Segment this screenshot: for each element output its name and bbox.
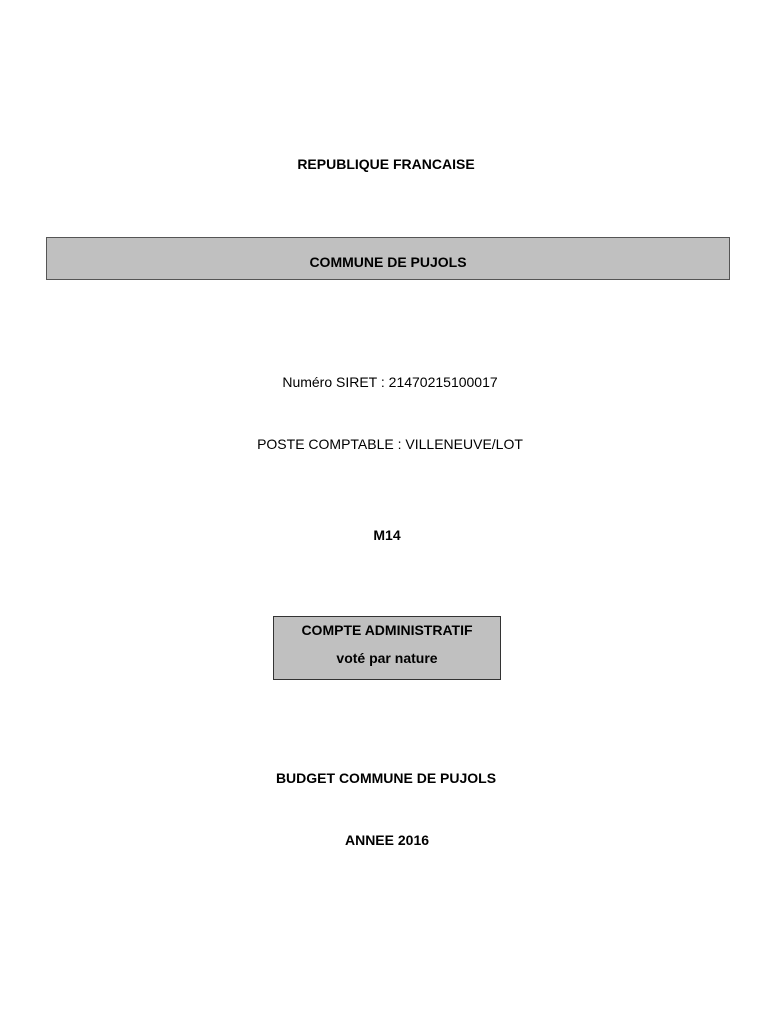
siret-number: Numéro SIRET : 21470215100017: [282, 374, 498, 390]
document-type-subtitle: voté par nature: [336, 650, 438, 666]
document-type-box: [273, 616, 501, 680]
commune-banner: [46, 237, 730, 280]
commune-name: COMMUNE DE PUJOLS: [309, 254, 467, 270]
budget-name: BUDGET COMMUNE DE PUJOLS: [275, 770, 497, 786]
country-heading: REPUBLIQUE FRANCAISE: [297, 156, 475, 172]
poste-comptable: POSTE COMPTABLE : VILLENEUVE/LOT: [257, 436, 523, 452]
budget-year: ANNEE 2016: [344, 832, 430, 848]
nomenclature-code: M14: [373, 527, 401, 543]
document-type-title: COMPTE ADMINISTRATIF: [301, 622, 473, 638]
